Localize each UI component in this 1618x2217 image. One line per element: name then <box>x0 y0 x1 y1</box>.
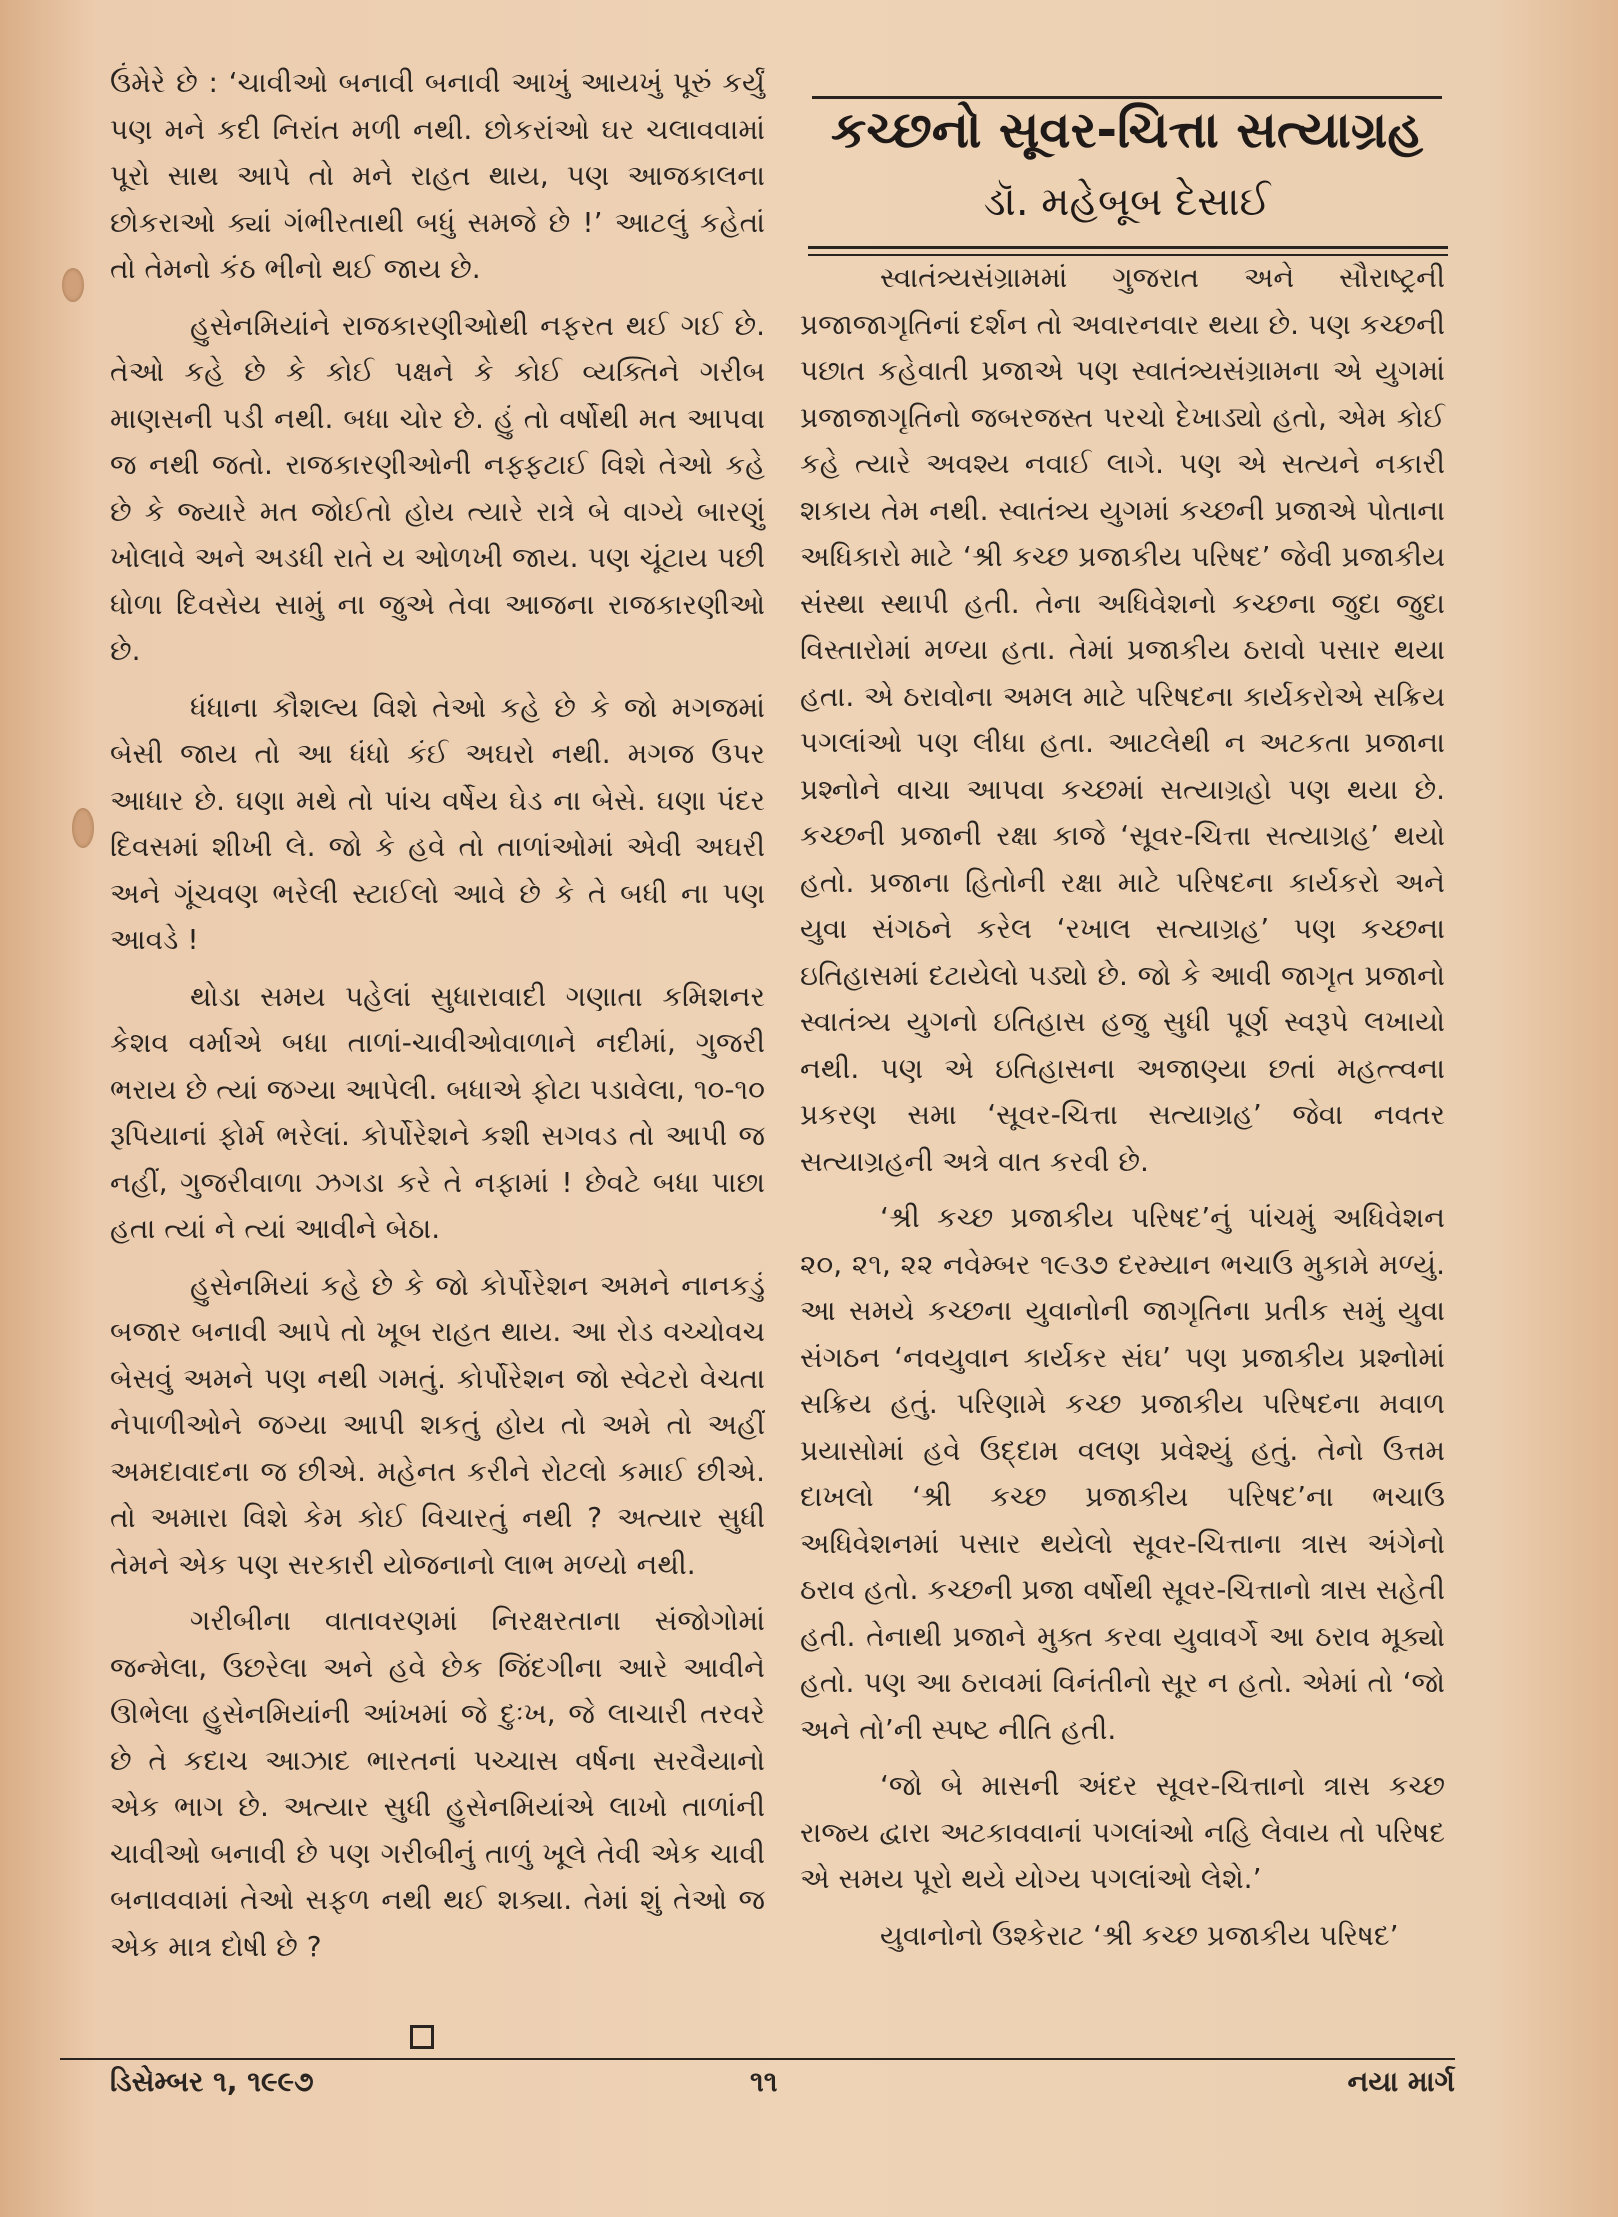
right-paragraph-2: ‘શ્રી કચ્છ પ્રજાકીય પરિષદ’નું પાંચમું અધિવેશન ૨૦, ૨૧, ૨૨ નવેમ્બર ૧૯૩૭ દરમ્યાન ભચાઉ મુકામે મળ્યું. આ સમયે કચ્છના યુવાનોની જાગૃતિના પ્રતીક સમું યુવા સંગઠન ‘નવયુવાન કાર્યકર સંઘ’ પણ પ્રજાકીય પ્રશ્નોમાં સક્રિય હતું. પરિણામે કચ્છ પ્રજાકીય પરિષદના મવાળ પ્રયાસોમાં હવે ઉદ્દામ વલણ પ્રવેશ્યું હતું. તેનો ઉત્તમ દાખલો ‘શ્રી કચ્છ પ્રજાકીય પરિષદ’ના ભચાઉ અધિવેશનમાં પસાર થયેલો સૂવર-ચિત્તાના ત્રાસ અંગેનો ઠરાવ હતો. કચ્છની પ્રજા વર્ષોથી સૂવર-ચિત્તાનો ત્રાસ સહેતી હતી. તેનાથી પ્રજાને મુક્ત કરવા યુવાવર્ગે આ ઠરાવ મૂક્યો હતો. પણ આ ઠરાવમાં વિનંતીનો સૂર ન હતો. એમાં તો ‘જો અને તો’ની સ્પષ્ટ નીતિ હતી. <box>800 1201 1445 1746</box>
title-top-rule <box>812 96 1442 99</box>
left-paragraph-5: હુસેનમિયાં કહે છે કે જો કોર્પોરેશન અમને નાનકડું બજાર બનાવી આપે તો ખૂબ રાહત થાય. આ રોડ વચ્ચોવચ બેસવું અમને પણ નથી ગમતું. કોર્પોરેશન જો સ્વેટરો વેચતા નેપાળીઓને જગ્યા આપી શકતું હોય તો અમે તો અહીં અમદાવાદના જ છીએ. મહેનત કરીને રોટલો કમાઈ છીએ. તો અમારા વિશે કેમ કોઈ વિચારતું નથી ? અત્યાર સુધી તેમને એક પણ સરકારી યોજનાનો લાભ મળ્યો નથી. <box>110 1268 765 1581</box>
article-title: કચ્છનો સૂવર-ચિત્તા સત્યાગ્રહ <box>831 101 1423 159</box>
punch-hole-middle <box>72 808 94 848</box>
left-paragraph-6: ગરીબીના વાતાવરણમાં નિરક્ષરતાના સંજોગોમાં જન્મેલા, ઉછરેલા અને હવે છેક જિંદગીના આરે આવીને ઊભેલા હુસેનમિયાંની આંખમાં જે દુઃખ, જે લાચારી તરવરે છે તે કદાચ આઝાદ ભારતનાં પચ્ચાસ વર્ષના સરવૈયાનો એક ભાગ છે. અત્યાર સુધી હુસેનમિયાંએ લાખો તાળાંની ચાવીઓ બનાવી છે પણ ગરીબીનું તાળું ખૂલે તેવી એક ચાવી બનાવવામાં તેઓ સફળ નથી થઈ શક્યા. તેમાં શું તેઓ જ એક માત્ર દોષી છે ? <box>110 1604 765 1963</box>
end-of-article-marker <box>410 2025 434 2049</box>
left-paragraph-2: હુસેનમિયાંને રાજકારણીઓથી નફરત થઈ ગઈ છે. તેઓ કહે છે કે કોઈ પક્ષને કે કોઈ વ્યક્તિને ગરીબ માણસની પડી નથી. બધા ચોર છે. હું તો વર્ષોથી મત આપવા જ નથી જતો. રાજકારણીઓની નફ્ફટાઈ વિશે તેઓ કહે છે કે જ્યારે મત જોઈતો હોય ત્યારે રાત્રે બે વાગ્યે બારણું ખોલાવે અને અડધી રાતે ય ઓળખી જાય. પણ ચૂંટાય પછી ધોળા દિવસેય સામું ના જુએ તેવા આજના રાજકારણીઓ છે. <box>110 308 765 667</box>
left-column <box>110 60 765 1980</box>
footer-rule <box>60 2058 1455 2060</box>
footer-page-number: ૧૧ <box>750 2065 778 2098</box>
footer-date: ડિસેમ્બર ૧, ૧૯૯૭ <box>110 2065 314 2098</box>
right-paragraph-3: ‘જો બે માસની અંદર સૂવર-ચિત્તાનો ત્રાસ કચ્છ રાજ્ય દ્વારા અટકાવવાનાં પગલાંઓ નહિ લેવાય તો પરિષદ એ સમય પૂરો થયે યોગ્ય પગલાંઓ લેશે.’ <box>800 1769 1445 1895</box>
right-paragraph-1: સ્વાતંત્ર્યસંગ્રામમાં ગુજરાત અને સૌરાષ્ટ્રની પ્રજાજાગૃતિનાં દર્શન તો અવારનવાર થયા છે. પણ કચ્છની પછાત કહેવાતી પ્રજાએ પણ સ્વાતંત્ર્યસંગ્રામના એ યુગમાં પ્રજાજાગૃતિનો જબરજસ્ત પરચો દેખાડ્યો હતો, એમ કોઈ કહે ત્યારે અવશ્ય નવાઈ લાગે. પણ એ સત્યને નકારી શકાય તેમ નથી. સ્વાતંત્ર્ય યુગમાં કચ્છની પ્રજાએ પોતાના અધિકારો માટે ‘શ્રી કચ્છ પ્રજાકીય પરિષદ’ જેવી પ્રજાકીય સંસ્થા સ્થાપી હતી. તેના અધિવેશનો કચ્છના જુદા જુદા વિસ્તારોમાં મળ્યા હતા. તેમાં પ્રજાકીય ઠરાવો પસાર થયા હતા. એ ઠરાવોના અમલ માટે પરિષદના કાર્યકરોએ સક્રિય પગલાંઓ પણ લીધા હતા. આટલેથી ન અટકતા પ્રજાના પ્રશ્નોને વાચા આપવા કચ્છમાં સત્યાગ્રહો પણ થયા છે. કચ્છની પ્રજાની રક્ષા કાજે ‘સૂવર-ચિત્તા સત્યાગ્રહ’ થયો હતો. પ્રજાના હિતોની રક્ષા માટે પરિષદના કાર્યકરો અને યુવા સંગઠને કરેલ ‘રખાલ સત્યાગ્રહ’ પણ કચ્છના ઇતિહાસમાં દટાયેલો પડ્યો છે. જો કે આવી જાગૃત પ્રજાનો સ્વાતંત્ર્ય યુગનો ઇતિહાસ હજુ સુધી પૂર્ણ સ્વરૂપે લખાયો નથી. પણ એ ઇતિહાસના અજાણ્યા છતાં મહત્ત્વના પ્રકરણ સમા ‘સૂવર-ચિત્તા સત્યાગ્રહ’ જેવા નવતર સત્યાગ્રહની અત્રે વાત કરવી છે. <box>800 261 1445 1178</box>
page-footer <box>110 2065 1455 2109</box>
footer-publication: નયા માર્ગ <box>1347 2065 1455 2098</box>
right-column <box>800 255 1445 1969</box>
title-bottom-rule-1 <box>808 246 1448 249</box>
right-paragraph-4: યુવાનોનો ઉશ્કેરાટ ‘શ્રી કચ્છ પ્રજાકીય પરિષદ’ <box>880 1918 1399 1952</box>
left-paragraph-1: ઉંમેરે છે : ‘ચાવીઓ બનાવી બનાવી આખું આયખું પૂરું કર્યું પણ મને કદી નિરાંત મળી નથી. છોકરાંઓ ઘર ચલાવવામાં પૂરો સાથ આપે તો મને રાહત થાય, પણ આજકાલના છોકરાઓ ક્યાં ગંભીરતાથી બધું સમજે છે !’ આટલું કહેતાં તો તેમનો કંઠ ભીનો થઈ જાય છે. <box>110 66 765 285</box>
article-author: ડૉ. મહેબૂબ દેસાઈ <box>983 179 1271 225</box>
left-paragraph-3: ધંધાના કૌશલ્ય વિશે તેઓ કહે છે કે જો મગજમાં બેસી જાય તો આ ધંધો કંઈ અઘરો નથી. મગજ ઉપર આધાર છે. ઘણા મથે તો પાંચ વર્ષેય ઘેડ ના બેસે. ઘણા પંદર દિવસમાં શીખી લે. જો કે હવે તો તાળાંઓમાં એવી અઘરી અને ગૂંચવણ ભરેલી સ્ટાઈલો આવે છે કે તે બધી ના પણ આવડે ! <box>110 690 765 956</box>
punch-hole-top <box>62 268 84 302</box>
left-paragraph-4: થોડા સમય પહેલાં સુધારાવાદી ગણાતા કમિશનર કેશવ વર્માએ બધા તાળાં-ચાવીઓવાળાને નદીમાં, ગુજરી ભરાય છે ત્યાં જગ્યા આપેલી. બધાએ ફોટા પડાવેલા, ૧૦-૧૦ રૂપિયાનાં ફોર્મ ભરેલાં. કોર્પોરેશને કશી સગવડ તો આપી જ નહીં, ગુજરીવાળા ઝગડા કરે તે નફામાં ! છેવટે બધા પાછા હતા ત્યાં ને ત્યાં આવીને બેઠા. <box>110 979 765 1245</box>
article-header <box>812 100 1442 230</box>
